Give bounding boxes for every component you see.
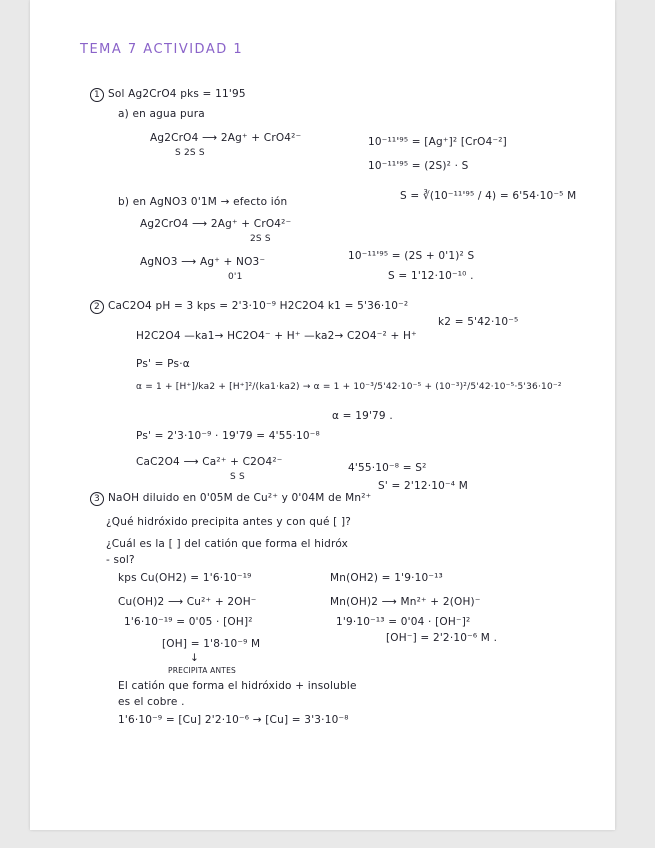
part-a-ksp-substitution: 10⁻¹¹'⁹⁵ = (2S)² · S: [368, 160, 469, 172]
problem-3-oh-mn: [OH⁻] = 2'2·10⁻⁶ M .: [386, 632, 498, 644]
problem-3-kps-mn: Mn(OH2) = 1'9·10⁻¹³: [330, 572, 443, 584]
problem-3-calc-mn: 1'9·10⁻¹³ = 0'04 · [OH⁻]²: [336, 616, 471, 628]
part-a-species: S 2S S: [175, 148, 205, 158]
part-b-equation-2: AgNO3 ⟶ Ag⁺ + NO3⁻: [140, 256, 266, 268]
part-b-ksp: 10⁻¹¹'⁹⁵ = (2S + 0'1)² S: [348, 250, 475, 262]
problem-2-ps-relation: Ps' = Ps·α: [136, 358, 190, 370]
part-b-equation-1-species: 2S S: [250, 234, 271, 244]
part-b-result: S = 1'12·10⁻¹⁰ .: [388, 270, 474, 282]
problem-3-oh-cu: [OH] = 1'8·10⁻⁹ M: [162, 638, 261, 650]
part-b-label: b) en AgNO3 0'1M → efecto ión: [118, 196, 288, 208]
part-a-label: a) en agua pura: [118, 108, 205, 120]
problem-2-alpha-definition: α = 1 + [H⁺]/ka2 + [H⁺]²/(ka1·ka2) → α = 1 + 10⁻³/5'42·10⁻⁵ + (10⁻³)²/5'42·10⁻⁵·5'36·10⁻²: [136, 382, 562, 392]
problem-2-ps-value: Ps' = 2'3·10⁻⁹ · 19'79 = 4'55·10⁻⁸: [136, 430, 320, 442]
page-title: TEMA 7 ACTIVIDAD 1: [80, 42, 244, 57]
problem-3-kps-cu: kps Cu(OH2) = 1'6·10⁻¹⁹: [118, 572, 252, 584]
final-calculation: 1'6·10⁻⁹ = [Cu] 2'2·10⁻⁶ → [Cu] = 3'3·10⁻⁸: [118, 714, 349, 726]
problem-2-k2: k2 = 5'42·10⁻⁵: [438, 316, 519, 328]
problem-3-header: [90, 492, 371, 506]
problem-2-alpha-value: α = 19'79 .: [332, 410, 393, 422]
part-b-equation-2-species: 0'1: [228, 272, 243, 282]
precipita-antes-note: PRECIPITA ANTES: [168, 666, 236, 675]
problem-number-3: 3: [90, 492, 104, 506]
part-a-result: S = ∛(10⁻¹¹'⁹⁵ / 4) = 6'54·10⁻⁵ M: [400, 190, 577, 202]
conclusion-line-1: El catión que forma el hidróxido + insoluble: [118, 680, 357, 692]
problem-2-title: CaC2O4 pH = 3 kps = 2'3·10⁻⁹ H2C2O4 k1 = 5'36·10⁻²: [108, 300, 409, 312]
conclusion-line-2: es el cobre .: [118, 696, 185, 708]
problem-3-calc-cu: 1'6·10⁻¹⁹ = 0'05 · [OH]²: [124, 616, 253, 628]
problem-2-dissolution-species: S S: [230, 472, 245, 482]
problem-2-dissolution: CaC2O4 ⟶ Ca²⁺ + C2O4²⁻: [136, 456, 283, 468]
problem-2-result: S' = 2'12·10⁻⁴ M: [378, 480, 468, 492]
problem-1-header: [90, 88, 246, 102]
part-a-ksp-expression: 10⁻¹¹'⁹⁵ = [Ag⁺]² [CrO4⁻²]: [368, 136, 507, 148]
problem-number-1: 1: [90, 88, 104, 102]
problem-2-header: [90, 300, 408, 314]
part-b-equation-1: Ag2CrO4 ⟶ 2Ag⁺ + CrO4²⁻: [140, 218, 292, 230]
problem-1-title: Sol Ag2CrO4 pks = 11'95: [108, 88, 246, 100]
problem-3-eq-cu: Cu(OH)2 ⟶ Cu²⁺ + 2OH⁻: [118, 596, 257, 608]
problem-3-line-2: ¿Qué hidróxido precipita antes y con qué [ ]?: [106, 516, 352, 528]
problem-3-line-1: NaOH diluido en 0'05M de Cu²⁺ y 0'04M de Mn²⁺: [108, 492, 372, 504]
down-arrow: ↓: [190, 652, 199, 664]
problem-2-s-squared: 4'55·10⁻⁸ = S²: [348, 462, 427, 474]
problem-number-2: 2: [90, 300, 104, 314]
problem-3-line-4: - sol?: [106, 554, 135, 566]
problem-2-equilibrium: H2C2O4 —ka1→ HC2O4⁻ + H⁺ —ka2→ C2O4⁻² + H⁺: [136, 330, 417, 342]
problem-3-line-3: ¿Cuál es la [ ] del catión que forma el hidróx: [106, 538, 349, 550]
notebook-page: [30, 0, 615, 830]
problem-3-eq-mn: Mn(OH)2 ⟶ Mn²⁺ + 2(OH)⁻: [330, 596, 481, 608]
part-a-equation: Ag2CrO4 ⟶ 2Ag⁺ + CrO4²⁻: [150, 132, 302, 144]
